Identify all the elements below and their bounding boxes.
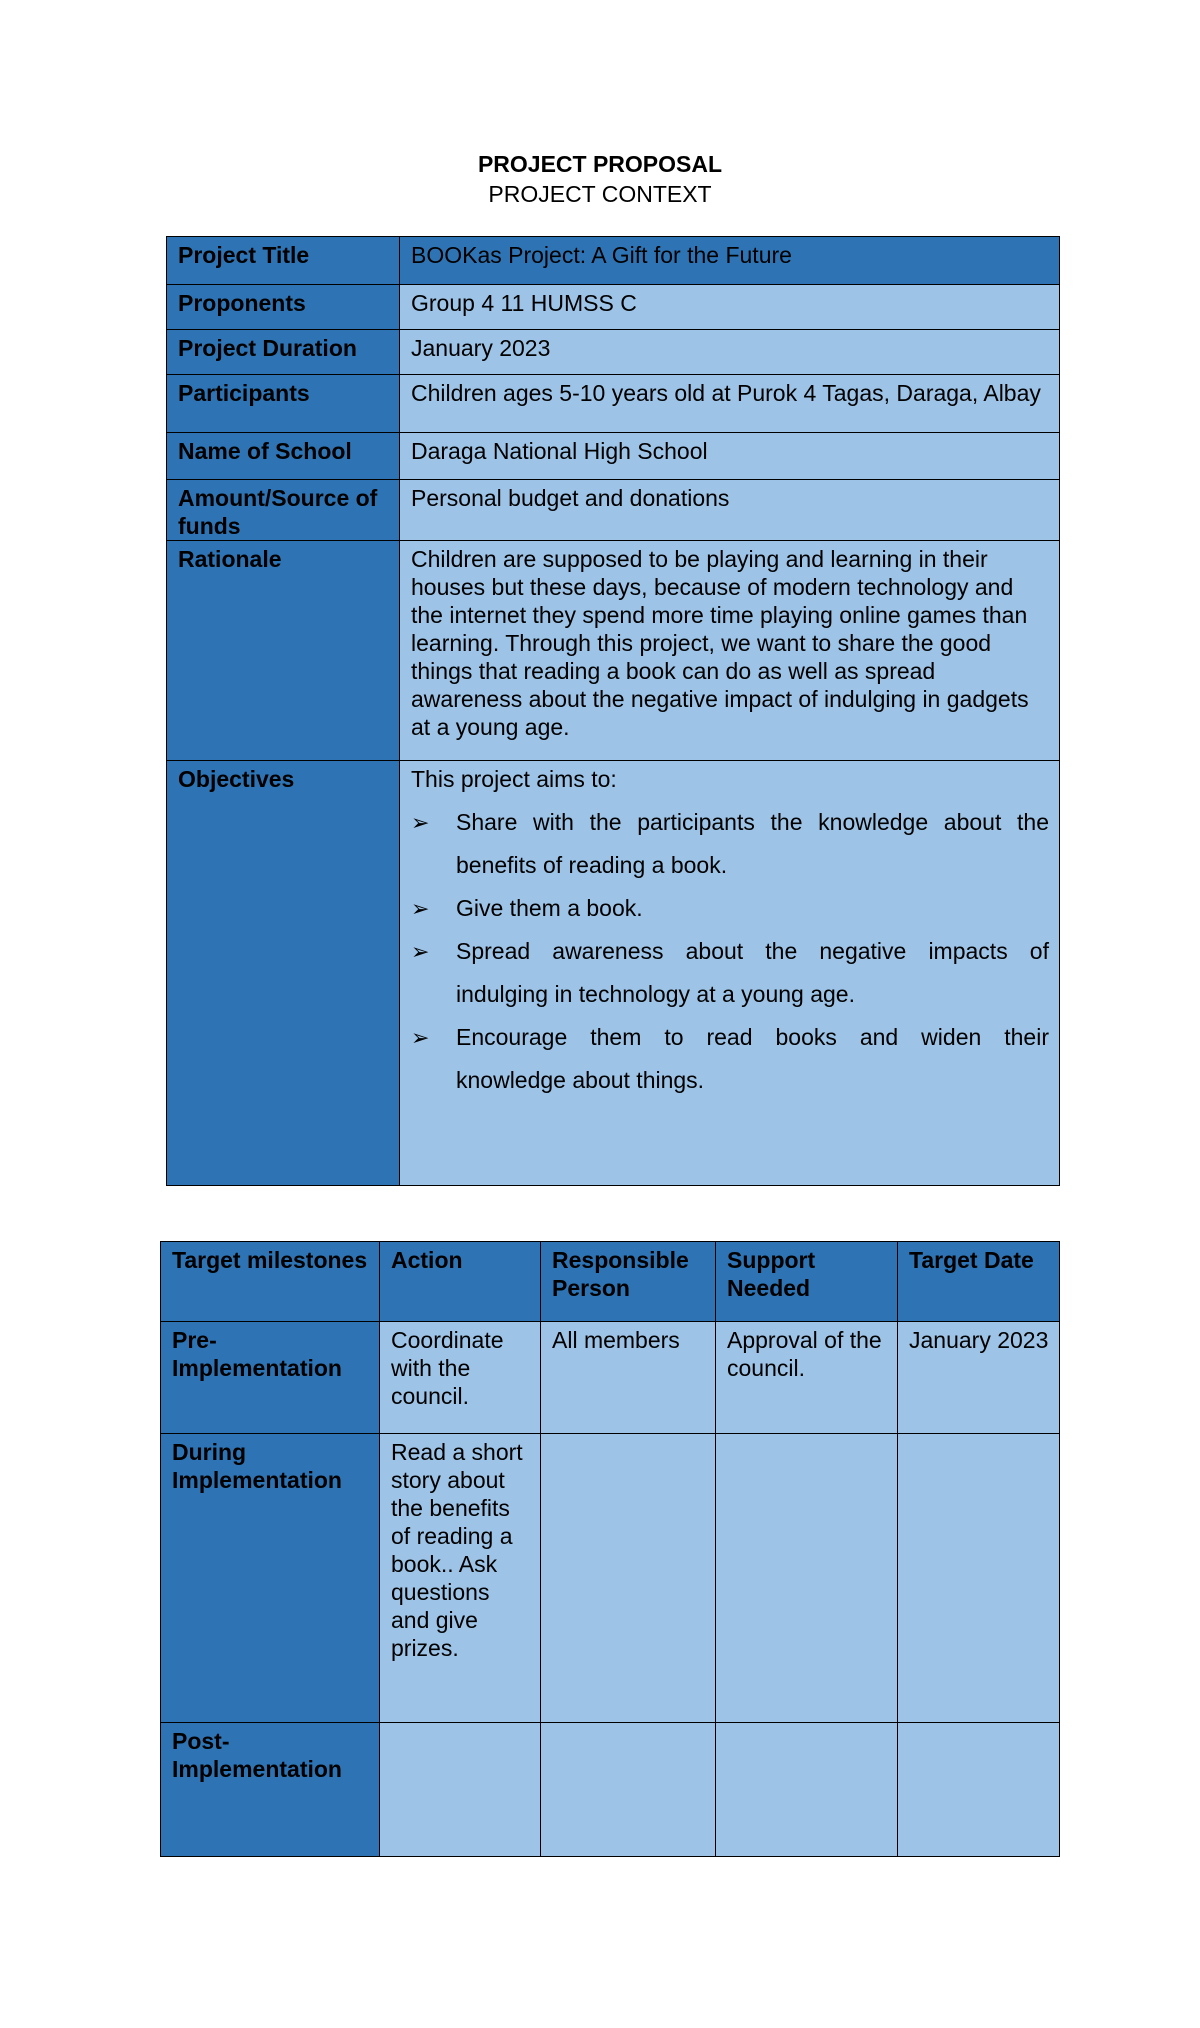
column-header: Action (380, 1242, 541, 1322)
table-row (167, 761, 1060, 1186)
table-row (167, 237, 1060, 285)
row-value: Group 4 11 HUMSS C (400, 285, 1060, 330)
row-label: Objectives (167, 761, 400, 1186)
arrow-bullet-icon: ➢ (411, 1025, 430, 1050)
row-value: January 2023 (400, 330, 1060, 375)
table-row (161, 1723, 1060, 1857)
row-label: Amount/Source of funds (167, 480, 400, 541)
row-value: Children ages 5-10 years old at Purok 4 Tagas, Daraga, Albay (400, 375, 1060, 433)
document-subtitle: PROJECT CONTEXT (488, 181, 712, 207)
milestone-date (898, 1434, 1060, 1723)
objective-text: Encourage them to read books and widen their knowledge about things. (456, 1024, 1049, 1093)
list-item (411, 887, 1049, 930)
milestone-action: Read a short story about the benefits of reading a book.. Ask questions and give prizes. (380, 1434, 541, 1723)
objectives-cell (400, 761, 1060, 1186)
arrow-bullet-icon: ➢ (411, 810, 430, 835)
row-value: Personal budget and donations (400, 480, 1060, 541)
arrow-bullet-icon: ➢ (411, 896, 430, 921)
list-item (411, 1016, 1049, 1102)
row-label: Rationale (167, 541, 400, 761)
milestone-person: All members (541, 1322, 716, 1434)
column-header: Support Needed (716, 1242, 898, 1322)
milestone-action (380, 1723, 541, 1857)
milestone-person (541, 1723, 716, 1857)
milestone-action: Coordinate with the council. (380, 1322, 541, 1434)
row-value: Daraga National High School (400, 433, 1060, 480)
row-label: Proponents (167, 285, 400, 330)
milestones-table (160, 1241, 1060, 1857)
column-header: Target milestones (161, 1242, 380, 1322)
milestone-phase: Pre-Implementation (161, 1322, 380, 1434)
column-header: Target Date (898, 1242, 1060, 1322)
objectives-list (411, 801, 1049, 1102)
table-row (167, 330, 1060, 375)
milestone-phase: During Implementation (161, 1434, 380, 1723)
project-context-table (166, 236, 1060, 1186)
rationale-text: Children are supposed to be playing and learning in their houses but these days, because of modern technology and the internet they spend more time playing online games than learning. Through this project, we want to share the good things that reading a book can do as well as spread awareness about the negative impact of indulging in gadgets at a young age. (400, 541, 1060, 761)
table-row (167, 480, 1060, 541)
table-row (167, 433, 1060, 480)
table-header-row (161, 1242, 1060, 1322)
table-row (161, 1322, 1060, 1434)
objectives-intro: This project aims to: (411, 766, 617, 792)
objective-text: Give them a book. (456, 895, 643, 921)
objective-text: Share with the participants the knowledge about the benefits of reading a book. (456, 809, 1049, 878)
row-label: Participants (167, 375, 400, 433)
milestone-date: January 2023 (898, 1322, 1060, 1434)
list-item (411, 801, 1049, 887)
row-label: Name of School (167, 433, 400, 480)
milestone-support: Approval of the council. (716, 1322, 898, 1434)
table-row (161, 1434, 1060, 1723)
list-item (411, 930, 1049, 1016)
table-row (167, 541, 1060, 761)
document-title: PROJECT PROPOSAL (477, 151, 723, 177)
objective-text: Spread awareness about the negative impacts of indulging in technology at a young age. (456, 938, 1049, 1007)
milestone-support (716, 1434, 898, 1723)
project-title-value: BOOKas Project: A Gift for the Future (400, 237, 1060, 285)
row-label: Project Title (167, 237, 400, 285)
column-header: Responsible Person (541, 1242, 716, 1322)
arrow-bullet-icon: ➢ (411, 939, 430, 964)
milestone-support (716, 1723, 898, 1857)
table-row (167, 375, 1060, 433)
table-row (167, 285, 1060, 330)
milestone-person (541, 1434, 716, 1723)
row-label: Project Duration (167, 330, 400, 375)
milestone-date (898, 1723, 1060, 1857)
milestone-phase: Post-Implementation (161, 1723, 380, 1857)
